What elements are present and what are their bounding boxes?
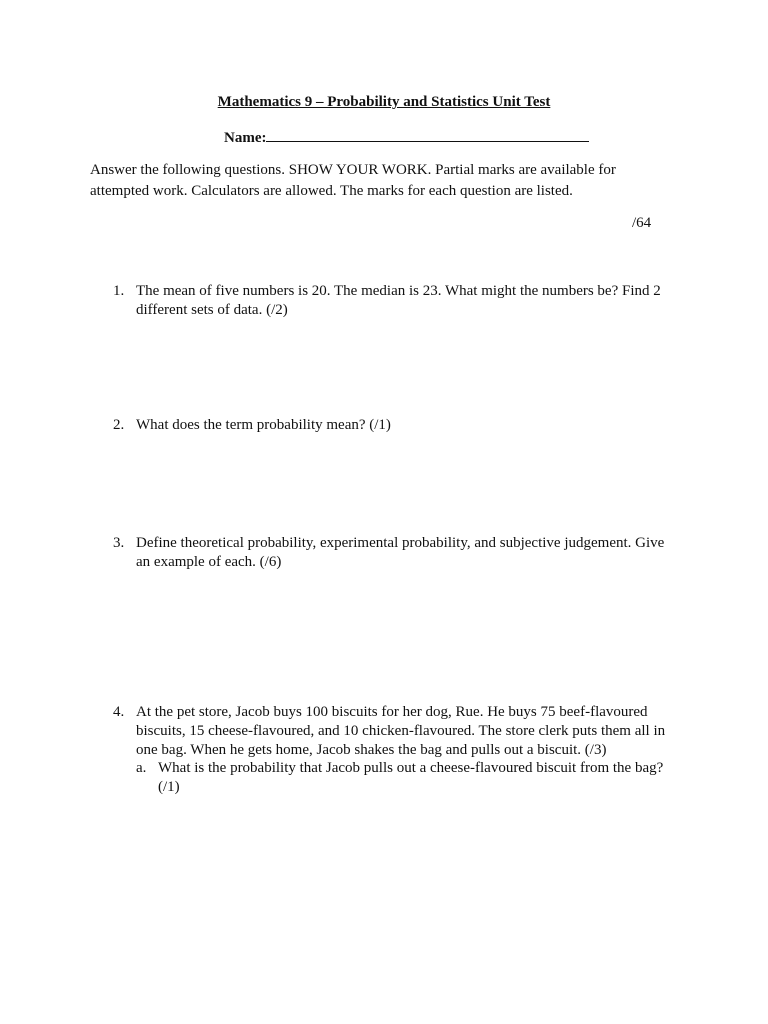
instructions-paragraph: Answer the following questions. SHOW YOUR WORK. Partial marks are available for attempted work. Calculators are allowed. The marks for each question are listed. [90, 162, 616, 199]
subquestion-letter: a. [136, 760, 147, 776]
question-text: The mean of five numbers is 20. The median is 23. What might the numbers be? Find 2 different sets of data. (/2) [136, 283, 661, 318]
question-number: 1. [113, 283, 125, 299]
page-title: Mathematics 9 – Probability and Statistics Unit Test [217, 94, 551, 110]
question-number: 4. [113, 704, 125, 720]
name-label: Name: [224, 130, 267, 146]
name-blank-line [266, 127, 589, 142]
question-number: 3. [113, 535, 125, 551]
question-number: 2. [113, 417, 125, 433]
question-1 [113, 282, 673, 320]
question-4 [113, 703, 673, 760]
question-text: At the pet store, Jacob buys 100 biscuits for her dog, Rue. He buys 75 beef-flavoured biscuits, 15 cheese-flavoured, and 10 chicken-flavoured. The store clerk puts them all in one bag. When he gets home, Jacob shakes the bag and pulls out a biscuit. (/3) [136, 704, 666, 758]
total-marks: /64 [632, 215, 652, 231]
question-text: What does the term probability mean? (/1) [136, 417, 391, 433]
question-text: Define theoretical probability, experimental probability, and subjective judgement. Give an example of each. (/6) [136, 535, 665, 570]
question-3 [113, 534, 673, 572]
question-2 [113, 416, 673, 435]
subquestion-text: What is the probability that Jacob pulls out a cheese-flavoured biscuit from the bag? (/1) [158, 760, 664, 795]
question-4a [136, 759, 676, 797]
name-field [224, 127, 589, 147]
